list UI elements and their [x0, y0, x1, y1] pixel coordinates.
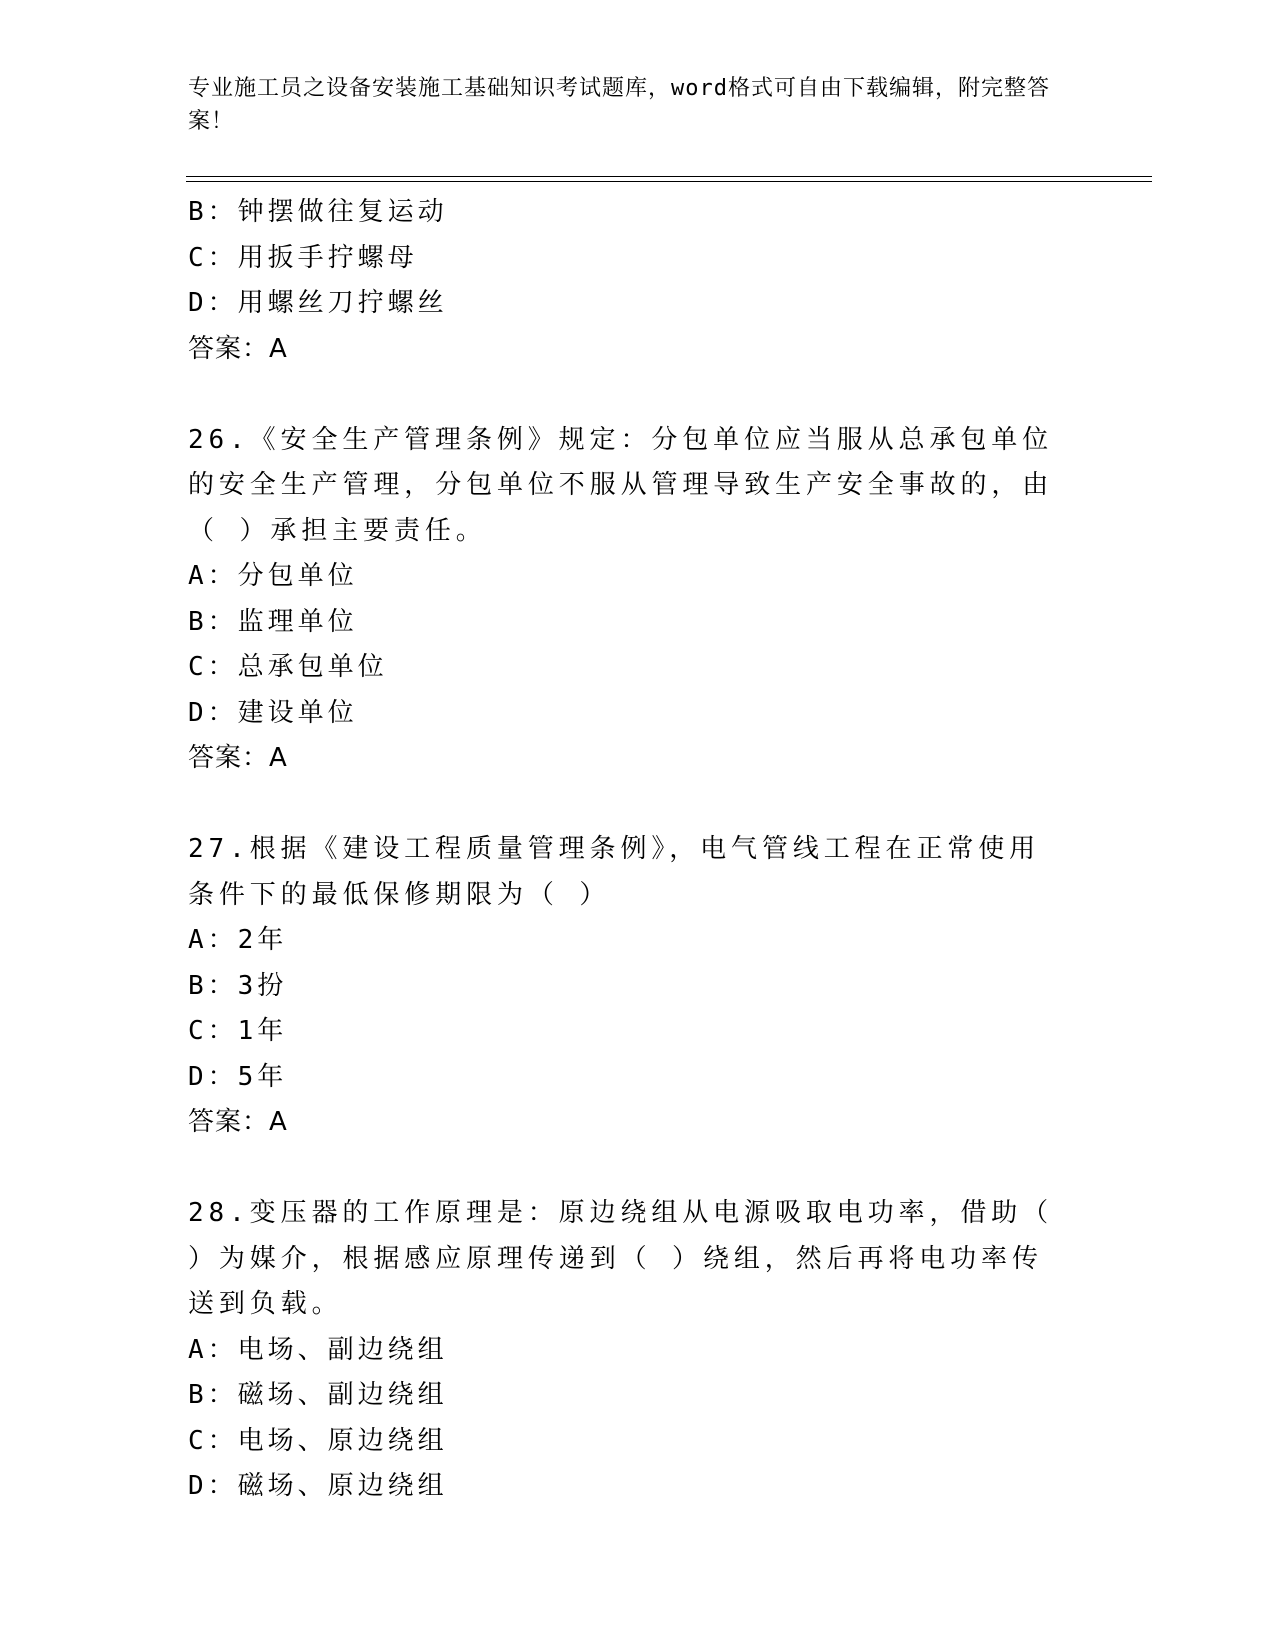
option-c: C：总承包单位	[188, 652, 388, 682]
question-text: 27.根据《建设工程质量管理条例》，电气管线工程在正常使用条件下的最低保修期限为（ ）	[188, 834, 1041, 910]
option-b: B：磁场、副边绕组	[188, 1380, 448, 1410]
option-c: C：1年	[188, 1016, 288, 1046]
option-c: C：电场、原边绕组	[188, 1425, 448, 1456]
header-rule-top	[186, 176, 1152, 177]
document-body	[188, 190, 1088, 1510]
answer-line: 答案：A	[188, 743, 288, 773]
document-header: 专业施工员之设备安装施工基础知识考试题库，word格式可自由下载编辑，附完整答案！	[188, 76, 1050, 134]
option-b: B：监理单位	[188, 606, 358, 637]
question-26	[188, 418, 1088, 782]
header-rule-bottom	[186, 181, 1152, 182]
spacer	[188, 372, 1088, 418]
answer-line: 答案：A	[188, 333, 288, 364]
option-a: A：分包单位	[188, 561, 358, 591]
option-d: D：用螺丝刀拧螺丝	[188, 288, 448, 318]
option-b: B：3扮	[188, 970, 288, 1001]
option-c: C：用扳手拧螺母	[188, 242, 418, 273]
spacer	[188, 1146, 1088, 1192]
question-25-continuation	[188, 190, 1088, 372]
question-text: 28.变压器的工作原理是：原边绕组从电源吸取电功率，借助（ ）为媒介，根据感应原理传递到（ ）绕组，然后再将电功率传送到负载。	[188, 1198, 1054, 1319]
option-d: D：磁场、原边绕组	[188, 1471, 448, 1501]
option-d: D：建设单位	[188, 697, 358, 728]
option-a: A：2年	[188, 925, 288, 955]
option-b: B：钟摆做往复运动	[188, 197, 448, 227]
question-27	[188, 827, 1088, 1146]
answer-line: 答案：A	[188, 1107, 288, 1137]
option-d: D：5年	[188, 1061, 288, 1092]
question-28	[188, 1191, 1088, 1510]
spacer	[188, 782, 1088, 828]
option-a: A：电场、副边绕组	[188, 1334, 448, 1365]
question-text: 26.《安全生产管理条例》规定：分包单位应当服从总承包单位的安全生产管理，分包单位不服从管理导致生产安全事故的，由（ ）承担主要责任。	[188, 424, 1054, 546]
